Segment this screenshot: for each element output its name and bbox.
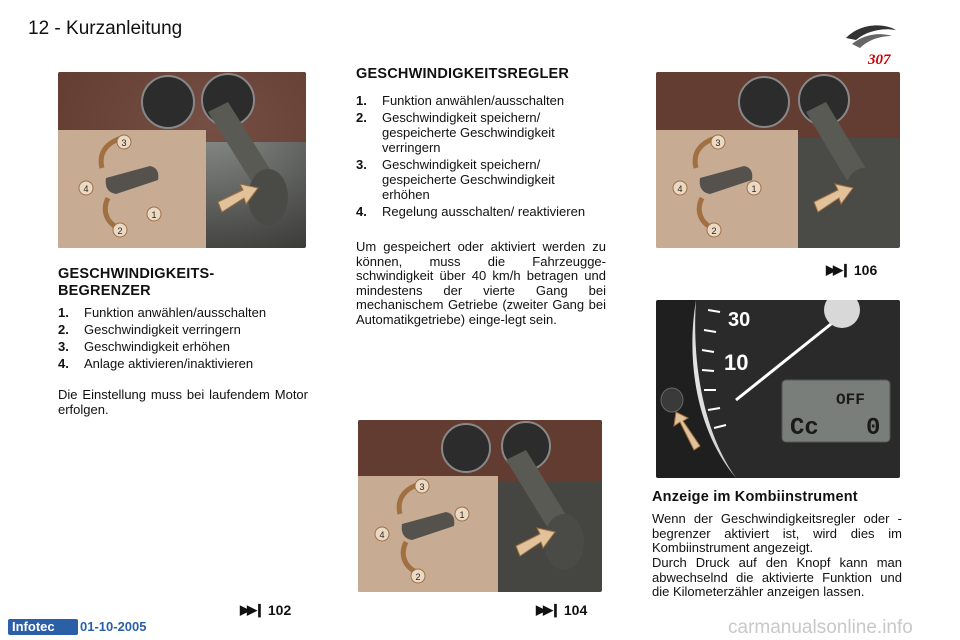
photo-label-4: 4 [677, 184, 683, 194]
photo-label-1: 1 [459, 510, 465, 520]
photo-label-1: 1 [151, 210, 157, 220]
logo-text: 307 [868, 52, 891, 68]
instrument-cluster-photo [656, 300, 900, 478]
photo-label-3: 3 [419, 482, 425, 492]
photo-label-3: 3 [715, 138, 721, 148]
footer-date: 01-10-2005 [80, 619, 147, 634]
photo-label-2: 2 [711, 226, 717, 236]
cruise-control-heading: GESCHWINDIGKEITSREGLER [356, 66, 570, 82]
photo-label-3: 3 [121, 138, 127, 148]
photo-label-4: 4 [379, 530, 385, 540]
list-item: 2. Geschwindigkeit speichern/ gespeicherte Geschwindigkeit verringern [356, 110, 555, 155]
page-header [28, 18, 182, 40]
fast-forward-icon: ▶▶❙ [240, 602, 262, 617]
toggle-knob [661, 388, 683, 412]
instrument-display-para2: Durch Druck auf den Knopf kann man abwechselnd die aktivierte Funktion und die Kilometerzähler anzeigen lassen. [652, 555, 902, 599]
speed-limiter-note: Die Einstellung muss bei laufendem Motor erfolgen. [58, 387, 308, 417]
list-item: 1. Funktion anwählen/ausschalten [58, 305, 267, 320]
fast-forward-icon: ▶▶❙ [826, 262, 848, 277]
photo-label-2: 2 [415, 572, 421, 582]
infotec-logo: Infotec [8, 619, 78, 635]
list-item: 1. Funktion anwählen/ausschalten [356, 93, 565, 108]
cruise-control-list [356, 93, 606, 221]
watermark: carmanualsonline.info [728, 617, 913, 638]
page-number: 12 [28, 18, 50, 39]
photo-label-1: 1 [751, 184, 757, 194]
page-ref-106[interactable]: ▶▶❙ 106 [826, 262, 878, 278]
list-item: 4. Regelung ausschalten/ reaktivieren [356, 204, 586, 219]
page-ref-102[interactable]: ▶▶❙ 102 [240, 602, 292, 618]
list-item: 4. Anlage aktivieren/inaktivieren [58, 356, 254, 371]
speed-limiter-heading: GESCHWINDIGKEITS- BEGRENZER [58, 266, 215, 299]
gauge-mark-30: 30 [728, 309, 751, 331]
display-cc-text: Cc [790, 415, 819, 442]
header-separator: - [54, 18, 61, 39]
cruise-control-note: Um gespeichert oder aktiviert werden zu können, muss die Fahrzeugge-schwindigkeit über 40 km/h betragen und mindestens der vierte Gang bei mechanischem Getriebe (zweiter Gang bei Automatikgetriebe) einge-legt sein. [356, 239, 606, 327]
page-title: Kurzanleitung [66, 18, 183, 39]
cruise-stalk-photo-left [58, 72, 306, 248]
instrument-display-para1: Wenn der Geschwindigkeitsregler oder -begrenzer aktiviert ist, wird dies im Kombiinstrument angezeigt. [652, 511, 902, 555]
list-item: 3. Geschwindigkeit speichern/ gespeicherte Geschwindigkeit erhöhen [356, 157, 555, 202]
instrument-display-heading: Anzeige im Kombiinstrument [652, 489, 858, 505]
display-off-text: OFF [836, 391, 865, 409]
page-ref-104[interactable]: ▶▶❙ 104 [536, 602, 588, 618]
gauge-mark-10: 10 [724, 350, 749, 375]
fast-forward-icon: ▶▶❙ [536, 602, 558, 617]
photo-label-2: 2 [117, 226, 123, 236]
list-item: 3. Geschwindigkeit erhöhen [58, 339, 230, 354]
photo-label-4: 4 [83, 184, 89, 194]
peugeot-307-logo [834, 20, 904, 70]
speed-limiter-list [58, 305, 308, 373]
list-item: 2. Geschwindigkeit verringern [58, 322, 241, 337]
display-zero-text: 0 [866, 415, 881, 442]
cruise-stalk-photo-right [656, 72, 900, 248]
cruise-stalk-photo-middle [358, 420, 602, 592]
